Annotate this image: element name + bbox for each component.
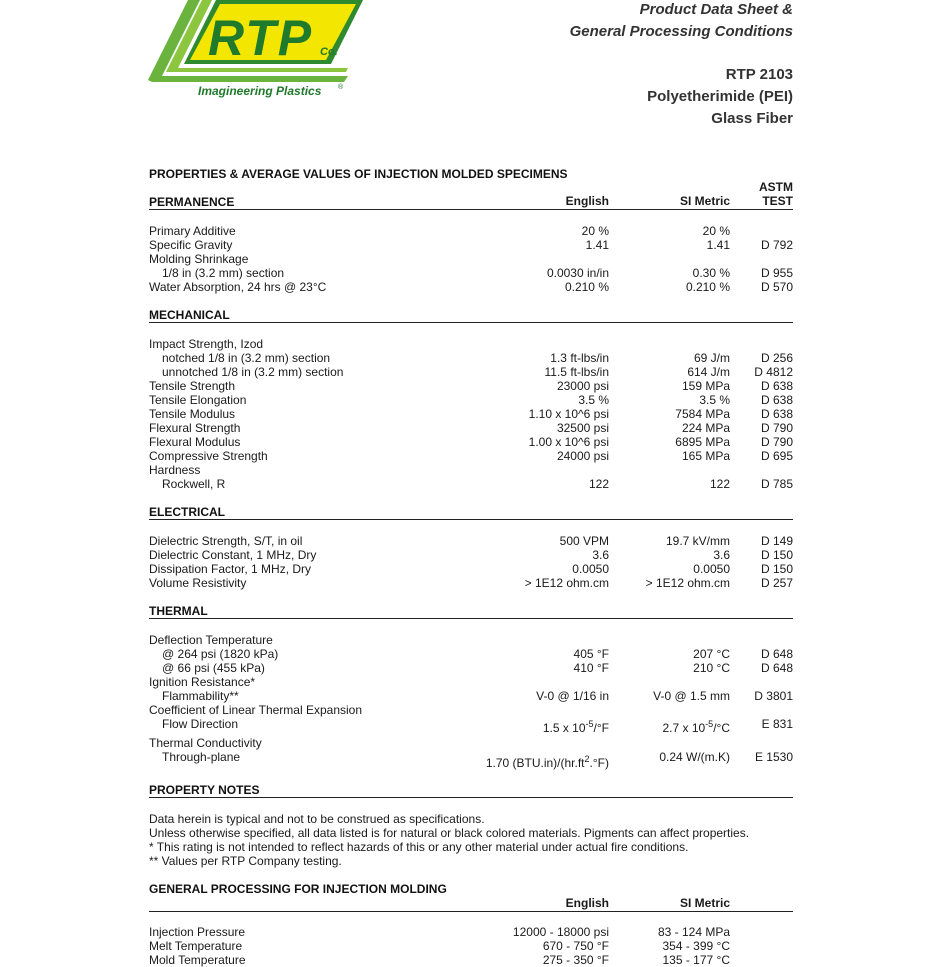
si-value: 1.41: [706, 238, 730, 252]
property-label: Tensile Elongation: [149, 393, 247, 407]
english-value: 410 °F: [573, 661, 609, 675]
english-value: 0.210 %: [564, 280, 609, 294]
astm-test: D 638: [760, 393, 793, 407]
table-row: [149, 562, 793, 576]
property-label: Thermal Conductivity: [149, 736, 262, 750]
si-value: 2.7 x $10^{-5}/^\circ C$: [662, 719, 730, 735]
astm-test: D 570: [760, 280, 793, 294]
astm-test: D 638: [760, 379, 793, 393]
astm-test: D 4812: [754, 365, 793, 379]
property-label: Volume Resistivity: [149, 576, 247, 590]
si-heading: SI Metric: [679, 896, 730, 910]
document-type: [570, 0, 793, 43]
si-value: 19.7 kV/mm: [665, 534, 730, 548]
property-label: Injection Pressure: [149, 925, 246, 939]
si-value: 83 - 124 MPa: [657, 925, 730, 939]
si-value: 354 - 399 °C: [662, 939, 730, 953]
note-line: Data herein is typical and not to be construed as specifications.: [149, 812, 485, 826]
product-material: Polyetherimide (PEI): [647, 88, 793, 105]
property-label: Hardness: [149, 463, 201, 477]
header-line1: Product Data Sheet &: [639, 1, 793, 18]
svg-text:®: ®: [338, 84, 344, 91]
property-label: Deflection Temperature: [149, 633, 273, 647]
table-row: [149, 953, 793, 967]
table-row: [149, 925, 793, 939]
header-line2: General Processing Conditions: [569, 23, 793, 40]
property-label: @ 66 psi (455 kPa): [162, 661, 265, 675]
divider: [149, 519, 793, 520]
english-heading: English: [565, 194, 609, 208]
english-value: 500 VPM: [559, 534, 609, 548]
svg-text:Imagineering Plastics: Imagineering Plastics: [198, 84, 322, 98]
astm-test: D 785: [760, 477, 793, 491]
english-value: 1.3 ft-lbs/in: [550, 351, 609, 365]
astm-test: D 648: [760, 661, 793, 675]
english-value: 0.0050: [572, 562, 609, 576]
property-label: Flexural Modulus: [149, 435, 241, 449]
product-block: [647, 64, 793, 130]
table-row: [149, 449, 793, 463]
si-value: 7584 MPa: [675, 407, 730, 421]
property-label: Compressive Strength: [149, 449, 268, 463]
si-value: 0.24 W/(m.K): [659, 750, 730, 764]
english-value: 1.5 x $10^{-5}/^\circ F$: [542, 719, 609, 735]
property-label: Rockwell, R: [162, 477, 226, 491]
property-label: 1/8 in (3.2 mm) section: [162, 266, 285, 280]
table-row: [149, 576, 793, 590]
si-value: 210 °C: [693, 661, 730, 675]
table-row: [149, 736, 793, 750]
english-value: 1.00 x 10^6 psi: [528, 435, 609, 449]
astm-test: D 256: [760, 351, 793, 365]
table-row: [149, 252, 793, 266]
astm-test: D 638: [760, 407, 793, 421]
astm-test: D 792: [760, 238, 793, 252]
astm-test: D 257: [760, 576, 793, 590]
svg-text:Co.: Co.: [320, 46, 338, 58]
divider: [149, 797, 793, 798]
section-mechanical: MECHANICAL: [149, 308, 230, 322]
si-heading: SI Metric: [679, 194, 730, 208]
astm-test: D 648: [760, 647, 793, 661]
property-label: @ 264 psi (1820 kPa): [162, 647, 279, 661]
table-row: [149, 750, 793, 770]
property-label: Dielectric Constant, 1 MHz, Dry: [149, 548, 317, 562]
note-line: * This rating is not intended to reflect hazards of this or any other material under actual fire conditions.: [149, 840, 689, 854]
english-value: 1.70 $(BTU.in)/(hr.ft^2.^\circ F)$: [485, 754, 609, 770]
property-label: Tensile Strength: [149, 379, 236, 393]
english-value: 405 °F: [573, 647, 609, 661]
si-value: 6895 MPa: [675, 435, 730, 449]
english-value: 122: [588, 477, 609, 491]
property-label: Water Absorption, 24 hrs @ 23°C: [149, 280, 327, 294]
note-line: ** Values per RTP Company testing.: [149, 854, 342, 868]
property-label: Molding Shrinkage: [149, 252, 249, 266]
astm-test: D 790: [760, 435, 793, 449]
astm-test: D 149: [760, 534, 793, 548]
si-value: 0.210 %: [685, 280, 730, 294]
table-row: [149, 280, 793, 294]
english-value: 3.5 %: [578, 393, 609, 407]
english-value: 670 - 750 °F: [542, 939, 609, 953]
property-label: Flammability**: [162, 689, 239, 703]
si-value: 3.5 %: [699, 393, 730, 407]
table-row: [149, 703, 793, 717]
table-row: [149, 365, 793, 379]
english-value: V-0 @ 1/16 in: [536, 689, 609, 703]
astm-test: D 150: [760, 548, 793, 562]
si-value: 165 MPa: [681, 449, 730, 463]
english-value: 24000 psi: [556, 449, 609, 463]
property-label: notched 1/8 in (3.2 mm) section: [162, 351, 331, 365]
english-value: 23000 psi: [556, 379, 609, 393]
si-value: 614 J/m: [687, 365, 730, 379]
table-row: [149, 351, 793, 365]
si-value: 20 %: [702, 224, 730, 238]
astm-test: D 790: [760, 421, 793, 435]
section-electrical: ELECTRICAL: [149, 505, 225, 519]
english-value: 32500 psi: [556, 421, 609, 435]
table-row: [149, 689, 793, 703]
table-row: [149, 647, 793, 661]
note-line: Unless otherwise specified, all data listed is for natural or black colored materials. Pigments can affect properties.: [149, 826, 750, 840]
si-value: 0.30 %: [692, 266, 730, 280]
property-label: Tensile Modulus: [149, 407, 236, 421]
table-row: [149, 534, 793, 548]
property-label: Flow Direction: [162, 717, 239, 731]
table-row: [149, 633, 793, 647]
table-row: [149, 379, 793, 393]
property-label: Mold Temperature: [149, 953, 246, 967]
si-value: 122: [709, 477, 730, 491]
table-row: [149, 421, 793, 435]
table-row: [149, 435, 793, 449]
english-value: 20 %: [581, 224, 609, 238]
svg-text:RTP: RTP: [208, 10, 314, 66]
table-row: [149, 393, 793, 407]
table-row: [149, 407, 793, 421]
rtp-logo: [148, 0, 370, 100]
si-value: 0.0050: [693, 562, 730, 576]
property-label: Through-plane: [162, 750, 241, 764]
astm-test: D 695: [760, 449, 793, 463]
si-value: 207 °C: [693, 647, 730, 661]
product-filler: Glass Fiber: [711, 110, 793, 127]
si-value: > 1E12 ohm.cm: [645, 576, 730, 590]
property-label: Dissipation Factor, 1 MHz, Dry: [149, 562, 312, 576]
property-label: Primary Additive: [149, 224, 236, 238]
english-value: > 1E12 ohm.cm: [524, 576, 609, 590]
astm-test: D 3801: [754, 689, 793, 703]
table-row: [149, 463, 793, 477]
product-code: RTP 2103: [725, 66, 793, 83]
astm-test: D 955: [760, 266, 793, 280]
astm-test: E 831: [761, 717, 793, 731]
astm-heading: ASTM TEST: [759, 180, 793, 208]
english-value: 1.41: [585, 238, 609, 252]
table-row: [149, 238, 793, 252]
property-label: Melt Temperature: [149, 939, 243, 953]
english-value: 275 - 350 °F: [542, 953, 609, 967]
table-row: [149, 675, 793, 689]
property-label: Ignition Resistance*: [149, 675, 256, 689]
property-label: Coefficient of Linear Thermal Expansion: [149, 703, 363, 717]
property-label: Dielectric Strength, S/T, in oil: [149, 534, 303, 548]
table-row: [149, 548, 793, 562]
property-label: Specific Gravity: [149, 238, 233, 252]
table-row: [149, 939, 793, 953]
divider: [149, 322, 793, 323]
section-processing: GENERAL PROCESSING FOR INJECTION MOLDING: [149, 882, 447, 896]
divider: [149, 618, 793, 619]
property-label: Flexural Strength: [149, 421, 241, 435]
property-label: unnotched 1/8 in (3.2 mm) section: [162, 365, 344, 379]
astm-test: D 150: [760, 562, 793, 576]
section-thermal: THERMAL: [149, 604, 208, 618]
si-value: 159 MPa: [681, 379, 730, 393]
properties-title: PROPERTIES & AVERAGE VALUES OF INJECTION MOLDED SPECIMENS: [149, 167, 568, 181]
table-row: [149, 224, 793, 238]
english-heading: English: [565, 896, 609, 910]
property-label: Impact Strength, Izod: [149, 337, 264, 351]
table-row: [149, 661, 793, 675]
si-value: V-0 @ 1.5 mm: [653, 689, 730, 703]
divider: [149, 911, 793, 912]
divider: [149, 209, 793, 210]
si-value: 224 MPa: [681, 421, 730, 435]
section-permanence: PERMANENCE: [149, 195, 235, 209]
si-value: 135 - 177 °C: [662, 953, 730, 967]
section-property-notes: PROPERTY NOTES: [149, 783, 260, 797]
english-value: 3.6: [592, 548, 609, 562]
si-value: 69 J/m: [693, 351, 730, 365]
table-row: [149, 717, 793, 735]
table-row: [149, 266, 793, 280]
english-value: 11.5 ft-lbs/in: [544, 365, 609, 379]
table-row: [149, 477, 793, 491]
english-value: 0.0030 in/in: [546, 266, 609, 280]
english-value: 12000 - 18000 psi: [512, 925, 609, 939]
english-value: 1.10 x 10^6 psi: [528, 407, 609, 421]
si-value: 3.6: [713, 548, 730, 562]
astm-test: E 1530: [754, 750, 793, 764]
table-row: [149, 337, 793, 351]
